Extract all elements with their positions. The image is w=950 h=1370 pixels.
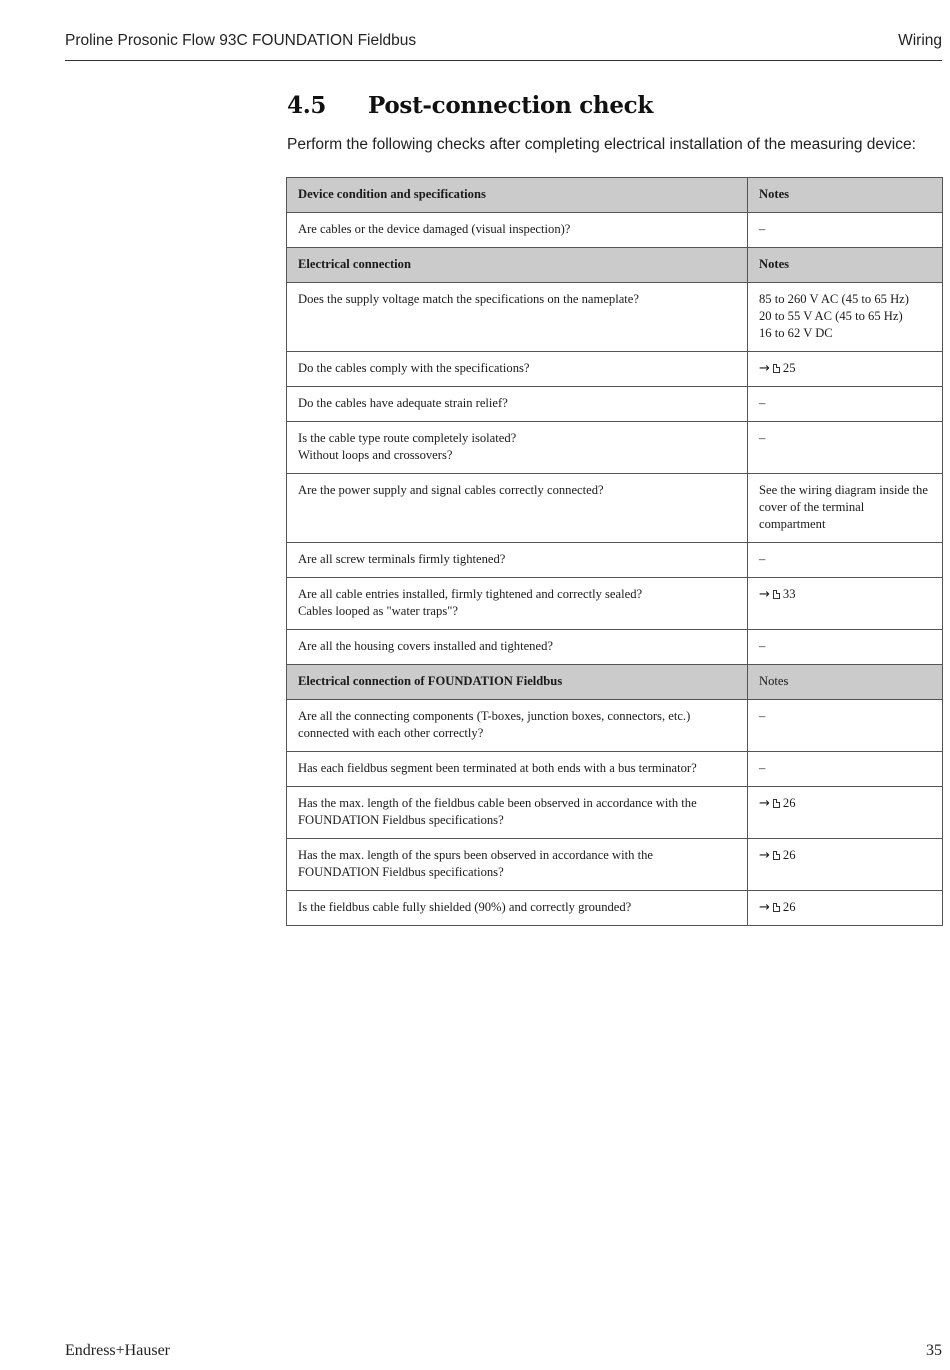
check-note <box>748 787 943 839</box>
page-reference-link[interactable]: 25 <box>782 361 796 375</box>
notes-heading: Notes <box>748 248 943 283</box>
check-note <box>748 891 943 926</box>
table-row <box>287 700 943 752</box>
table-row <box>287 787 943 839</box>
table-row <box>287 543 943 578</box>
table-row <box>287 474 943 543</box>
section-title: Post-connection check <box>368 92 653 119</box>
post-connection-check-table <box>286 177 943 926</box>
notes-heading: Notes <box>748 178 943 213</box>
table-row <box>287 213 943 248</box>
check-question: Are the power supply and signal cables correctly connected? <box>287 474 748 543</box>
arrow-right-icon: → <box>759 848 770 863</box>
page-reference-icon <box>773 851 780 860</box>
group-heading: Device condition and specifications <box>287 178 748 213</box>
table-row <box>287 891 943 926</box>
check-question: Do the cables have adequate strain relief? <box>287 387 748 422</box>
arrow-right-icon: → <box>759 587 770 602</box>
arrow-right-icon: → <box>759 796 770 811</box>
section-heading <box>287 92 653 119</box>
page-reference-icon <box>773 799 780 808</box>
check-question: Has the max. length of the fieldbus cable been observed in accordance with the FOUNDATION Fieldbus specifications? <box>287 787 748 839</box>
arrow-right-icon: → <box>759 900 770 915</box>
arrow-right-icon: → <box>759 361 770 376</box>
check-question: Is the cable type route completely isolated? Without loops and crossovers? <box>287 422 748 474</box>
check-note: – <box>748 630 943 665</box>
section-number: 4.5 <box>287 92 327 119</box>
check-note <box>748 839 943 891</box>
page-header <box>65 30 942 61</box>
check-question: Are all cable entries installed, firmly tightened and correctly sealed? Cables looped as "water traps"? <box>287 578 748 630</box>
check-question: Has each fieldbus segment been terminated at both ends with a bus terminator? <box>287 752 748 787</box>
check-note: See the wiring diagram inside the cover of the terminal compartment <box>748 474 943 543</box>
check-question: Are all the housing covers installed and tightened? <box>287 630 748 665</box>
table-group-header <box>287 665 943 700</box>
group-heading: Electrical connection <box>287 248 748 283</box>
table-row <box>287 578 943 630</box>
page-reference-link[interactable]: 26 <box>782 848 796 862</box>
page-number: 35 <box>926 1342 942 1359</box>
check-question: Are all screw terminals firmly tightened? <box>287 543 748 578</box>
table-row <box>287 387 943 422</box>
group-heading: Electrical connection of FOUNDATION Fieldbus <box>287 665 748 700</box>
table-row <box>287 422 943 474</box>
check-note: – <box>748 543 943 578</box>
page-reference-icon <box>773 364 780 373</box>
intro-paragraph: Perform the following checks after completing electrical installation of the measuring device: <box>287 136 916 153</box>
check-note: – <box>748 700 943 752</box>
check-note <box>748 578 943 630</box>
check-question: Are cables or the device damaged (visual inspection)? <box>287 213 748 248</box>
notes-heading: Notes <box>748 665 943 700</box>
check-question: Do the cables comply with the specifications? <box>287 352 748 387</box>
table-row <box>287 283 943 352</box>
table-row <box>287 839 943 891</box>
check-question: Has the max. length of the spurs been observed in accordance with the FOUNDATION Fieldbus specifications? <box>287 839 748 891</box>
page-reference-icon <box>773 590 780 599</box>
table-row <box>287 352 943 387</box>
chapter-name: Wiring <box>898 32 942 49</box>
check-question: Is the fieldbus cable fully shielded (90%) and correctly grounded? <box>287 891 748 926</box>
page-reference-link[interactable]: 33 <box>782 587 796 601</box>
table-group-header <box>287 178 943 213</box>
page-reference-link[interactable]: 26 <box>782 900 796 914</box>
check-question: Does the supply voltage match the specifications on the nameplate? <box>287 283 748 352</box>
check-note: – <box>748 213 943 248</box>
table-row <box>287 630 943 665</box>
page-reference-link[interactable]: 26 <box>782 796 796 810</box>
check-note: – <box>748 752 943 787</box>
page-reference-icon <box>773 903 780 912</box>
table-group-header <box>287 248 943 283</box>
check-note: – <box>748 422 943 474</box>
table-row <box>287 752 943 787</box>
check-note <box>748 352 943 387</box>
brand-name: Endress+Hauser <box>65 1342 170 1359</box>
document-title: Proline Prosonic Flow 93C FOUNDATION Fieldbus <box>65 32 417 49</box>
check-note: 85 to 260 V AC (45 to 65 Hz) 20 to 55 V AC (45 to 65 Hz) 16 to 62 V DC <box>748 283 943 352</box>
check-question: Are all the connecting components (T-boxes, junction boxes, connectors, etc.) connected with each other correctly? <box>287 700 748 752</box>
check-note: – <box>748 387 943 422</box>
